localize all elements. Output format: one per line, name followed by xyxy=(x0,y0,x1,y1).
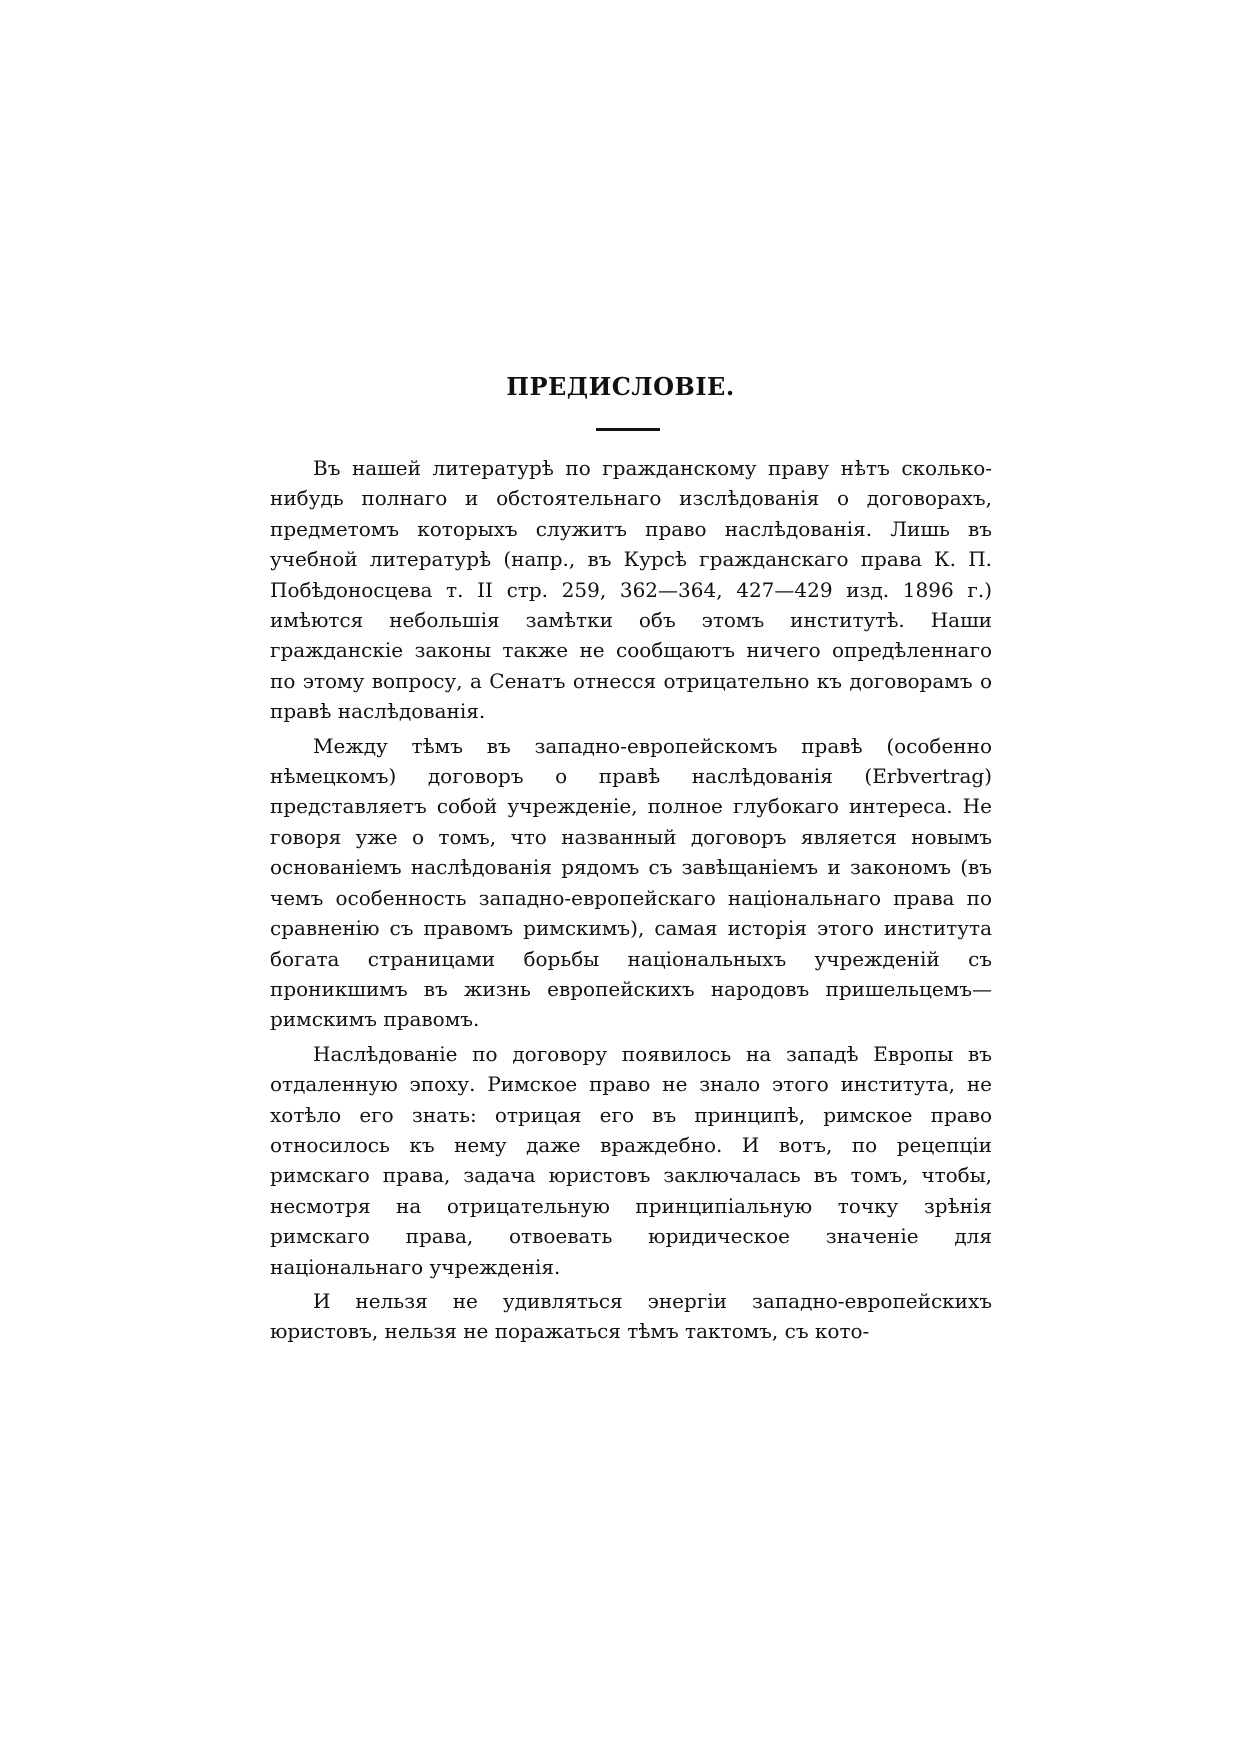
paragraph-2: Между тѣмъ въ западно-европейскомъ правѣ (особенно нѣмецкомъ) договоръ о правѣ наслѣдованія (Erbvertrag) представляетъ собой учрежденіе, полное глубокаго интереса. Не говоря уже о томъ, что названный договоръ является новымъ основаніемъ наслѣдованія рядомъ съ завѣщаніемъ и закономъ (въ чемъ особенность западно-европейскаго національнаго права по сравненію съ правомъ римскимъ), самая исторія этого института богата страницами борьбы національныхъ учрежденій съ проникшимъ въ жизнь европейскихъ народовъ пришельцемъ—римскимъ правомъ. xyxy=(270,733,992,1032)
paragraph-1: Въ нашей литературѣ по гражданскому праву нѣтъ сколько-нибудь полнаго и обстоятельнаго изслѣдованія о договорахъ, предметомъ которыхъ служитъ право наслѣдованія. Лишь въ учебной литературѣ (напр., въ Курсѣ гражданскаго права К. П. Побѣдоносцева т. II стр. 259, 362—364, 427—429 изд. 1896 г.) имѣются небольшія замѣтки объ этомъ институтѣ. Наши гражданскіе законы также не сообщаютъ ничего опредѣленнаго по этому вопросу, а Сенатъ отнесся отрицательно къ договорамъ о правѣ наслѣдованія. xyxy=(270,456,992,724)
page-title: ПРЕДИСЛОВІЕ. xyxy=(506,372,735,401)
paragraph-3: Наслѣдованіе по договору появилось на западѣ Европы въ отдаленную эпоху. Римское право не знало этого института, не хотѣло его знать: отрицая его въ принципѣ, римское право относилось къ нему даже враждебно. И вотъ, по рецепціи римскаго права, задача юристовъ заключалась въ томъ, чтобы, несмотря на отрицательную принципіальную точку зрѣнія римскаго права, отвоевать юридическое значеніе для національнаго учрежденія. xyxy=(270,1041,992,1279)
title-divider xyxy=(596,428,660,431)
body-text xyxy=(270,453,992,1347)
paragraph-4: И нельзя не удивляться энергіи западно-европейскихъ юристовъ, нельзя не поражаться тѣмъ тактомъ, съ кото- xyxy=(270,1288,992,1344)
